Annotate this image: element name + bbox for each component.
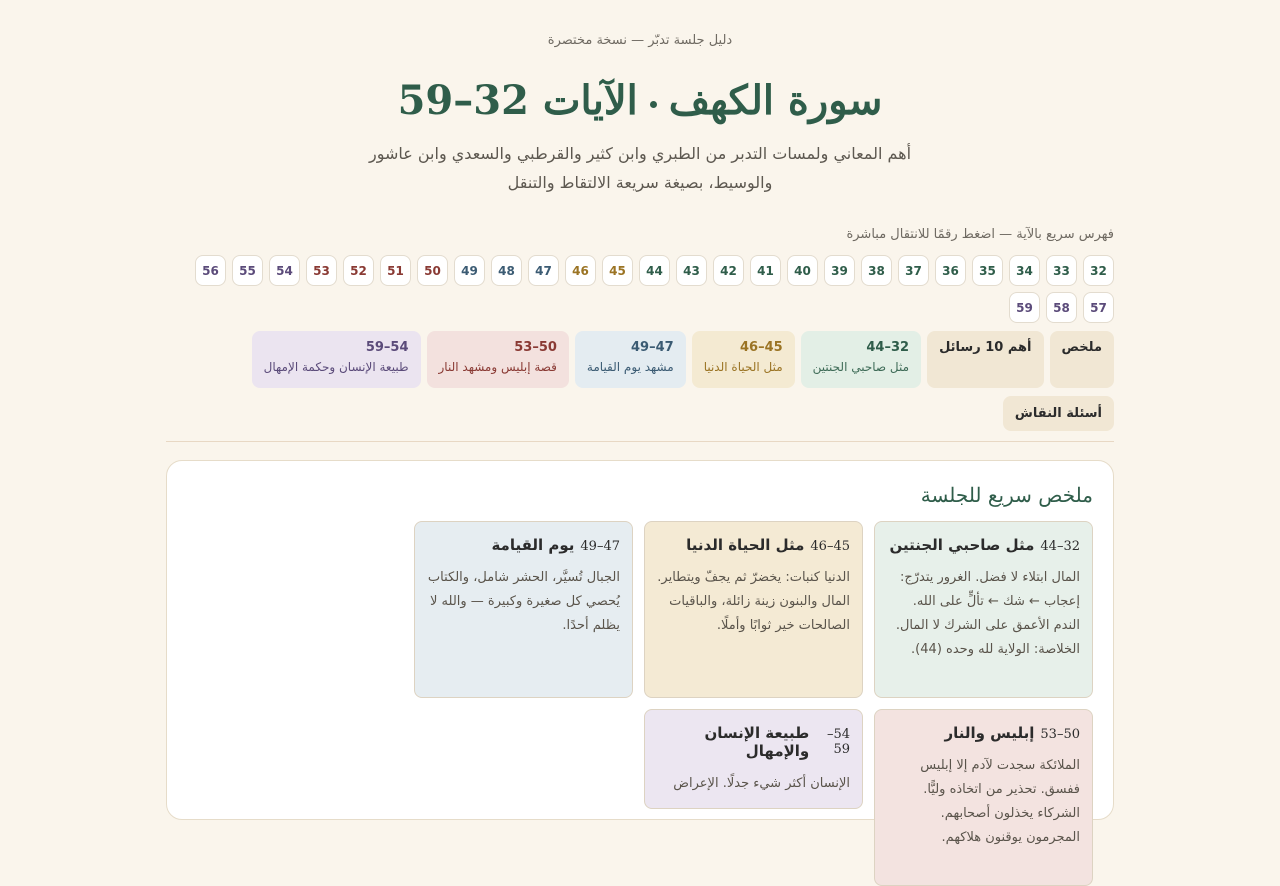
section-summary-button[interactable]: ملخص: [1050, 331, 1114, 388]
summary-card: [644, 521, 863, 698]
summary-card-header: [887, 536, 1080, 554]
summary-card-range: 47–49: [580, 539, 620, 554]
section-chip-title: مثل الحياة الدنيا: [703, 360, 783, 374]
verse-button-32[interactable]: 32: [1083, 255, 1114, 286]
section-chip-5[interactable]: [252, 331, 421, 388]
verse-button-43[interactable]: 43: [676, 255, 707, 286]
verse-button-53[interactable]: 53: [306, 255, 337, 286]
summary-card: [414, 521, 633, 698]
section-chip-title: طبيعة الإنسان وحكمة الإمهال: [263, 360, 409, 374]
summary-panel-title: ملخص سريع للجلسة: [920, 483, 1093, 507]
summary-card-range: 32–44: [1040, 539, 1080, 554]
summary-card: [644, 709, 863, 809]
page: [166, 0, 1114, 845]
section-chip-range: 50–53: [514, 340, 557, 355]
section-chip-title: قصة إبليس ومشهد النار: [438, 360, 557, 374]
verse-button-52[interactable]: 52: [343, 255, 374, 286]
section-chip-range: 47–49: [631, 340, 674, 355]
divider: [166, 441, 1114, 442]
verse-button-54[interactable]: 54: [269, 255, 300, 286]
verse-button-37[interactable]: 37: [898, 255, 929, 286]
verse-button-33[interactable]: 33: [1046, 255, 1077, 286]
title-separator-dot: [650, 101, 657, 108]
summary-card-header: [657, 724, 850, 760]
verse-button-48[interactable]: 48: [491, 255, 522, 286]
section-discussion-button[interactable]: أسئلة النقاش: [1003, 396, 1114, 431]
verse-index: [166, 255, 1114, 323]
summary-card-range: 45–46: [810, 539, 850, 554]
title-range: الآيات 32–59: [397, 77, 638, 124]
verse-button-36[interactable]: 36: [935, 255, 966, 286]
verse-button-46[interactable]: 46: [565, 255, 596, 286]
summary-card-body: الإنسان أكثر شيء جدلًا. الإعراض: [673, 776, 850, 791]
eyebrow-text: دليل جلسة تدبّر — نسخة مختصرة: [547, 33, 733, 48]
summary-panel: [166, 460, 1114, 845]
verse-button-58[interactable]: 58: [1046, 292, 1077, 323]
verse-button-59[interactable]: 59: [1009, 292, 1040, 323]
section-chip-2[interactable]: [692, 331, 795, 388]
verse-button-34[interactable]: 34: [1009, 255, 1040, 286]
summary-card-header: [427, 536, 620, 554]
page-title: [166, 73, 1114, 129]
summary-card-title: مثل صاحبي الجنتين: [889, 536, 1035, 554]
summary-card-title: يوم القيامة: [491, 536, 575, 554]
title-surah: سورة الكهف: [668, 77, 883, 124]
section-top10-button[interactable]: أهم 10 رسائل: [927, 331, 1043, 388]
verse-button-55[interactable]: 55: [232, 255, 263, 286]
verse-button-41[interactable]: 41: [750, 255, 781, 286]
section-nav: [166, 331, 1114, 388]
verse-button-39[interactable]: 39: [824, 255, 855, 286]
summary-cards: [187, 521, 1093, 886]
section-chip-1[interactable]: [801, 331, 921, 388]
section-chip-4[interactable]: [427, 331, 569, 388]
section-chip-range: 32–44: [866, 340, 910, 355]
verse-button-51[interactable]: 51: [380, 255, 411, 286]
verse-index-hint: فهرس سريع بالآية — اضغط رقمًا للانتقال مباشرة: [846, 227, 1114, 242]
verse-button-57[interactable]: 57: [1083, 292, 1114, 323]
summary-card: [874, 709, 1093, 886]
verse-button-49[interactable]: 49: [454, 255, 485, 286]
summary-card-body: المال ابتلاء لا فضل. الغرور يتدرّج: إعجاب ← شك ← تألٍّ على الله. الندم الأعمق على الشرك لا المال. الخلاصة: الولاية لله وحده (44).: [895, 570, 1080, 657]
summary-card-body: الدنيا كنبات: يخضرّ ثم يجفّ ويتطاير. المال والبنون زينة زائلة، والباقيات الصالحات خير ثوابًا وأملًا.: [657, 570, 850, 633]
verse-button-56[interactable]: 56: [195, 255, 226, 286]
section-chip-range: 45–46: [739, 340, 783, 355]
summary-card-header: [657, 536, 850, 554]
summary-card: [874, 521, 1093, 698]
section-chip-title: مثل صاحبي الجنتين: [812, 360, 910, 374]
verse-button-38[interactable]: 38: [861, 255, 892, 286]
summary-card-body: الملائكة سجدت لآدم إلا إبليس ففسق. تحذير من اتخاذه وليًّا. الشركاء يخذلون أصحابهم. المجرمون يوقنون هلاكهم.: [920, 758, 1080, 845]
verse-button-42[interactable]: 42: [713, 255, 744, 286]
summary-card-title: طبيعة الإنسان والإمهال: [704, 724, 810, 760]
summary-card-title: إبليس والنار: [944, 724, 1035, 742]
verse-button-44[interactable]: 44: [639, 255, 670, 286]
verse-button-50[interactable]: 50: [417, 255, 448, 286]
summary-card-body: الجبال تُسيَّر، الحشر شامل، والكتاب يُحصي كل صغيرة وكبيرة — والله لا يظلم أحدًا.: [427, 570, 620, 633]
summary-card-title: مثل الحياة الدنيا: [686, 536, 805, 554]
verse-button-35[interactable]: 35: [972, 255, 1003, 286]
summary-card-range: 54–59: [826, 727, 850, 757]
section-chip-range: 54–59: [365, 340, 409, 355]
verse-button-45[interactable]: 45: [602, 255, 633, 286]
summary-card-range: 50–53: [1040, 727, 1080, 742]
section-chip-3[interactable]: [575, 331, 686, 388]
section-chip-title: مشهد يوم القيامة: [586, 360, 674, 374]
verse-button-47[interactable]: 47: [528, 255, 559, 286]
verse-button-40[interactable]: 40: [787, 255, 818, 286]
summary-card-header: [887, 724, 1080, 742]
page-subtitle: أهم المعاني ولمسات التدبر من الطبري وابن كثير والقرطبي والسعدي وابن عاشور والوسيط، بصيغة سريعة الالتقاط والتنقل: [368, 144, 912, 192]
